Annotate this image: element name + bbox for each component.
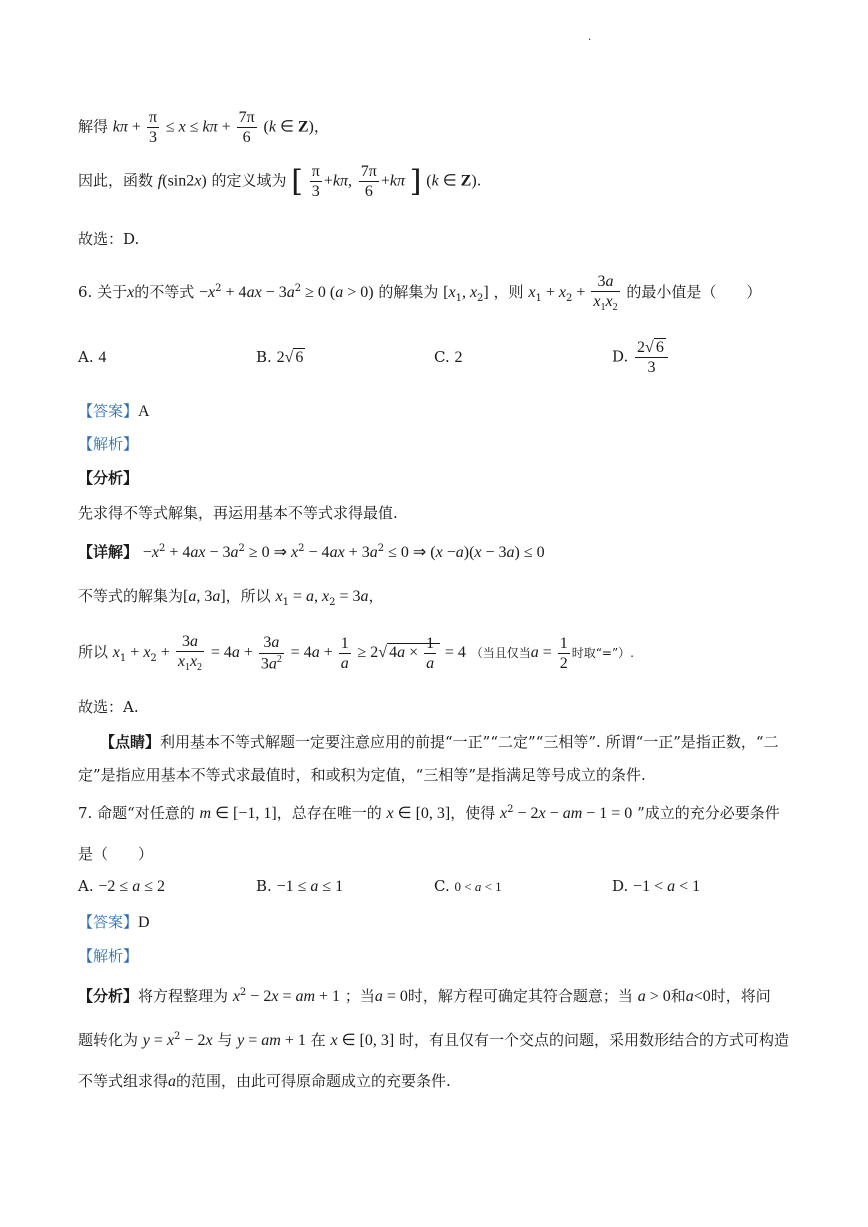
q7-stem-1: 7. 命题“对任意的 m ∈ [−1, 1]，总存在唯一的 x ∈ [0, 3]，使得 $x^2 - 2x$ − am − 1 = 0 ”成立的充分必要条件	[78, 804, 780, 822]
q6-dianjing-1: 【点睛】利用基本不等式解题一定要注意应用的前提“一正”“二定”“三相等”. 所谓“一正”是指正数，“二	[100, 733, 779, 751]
q6-answer: 【答案】A	[78, 402, 150, 420]
q6-option-d[interactable]: D. $\frac{2√ 6}{3}$	[612, 338, 670, 377]
q6-option-c[interactable]: C. 2	[434, 348, 463, 366]
q6-solution-set: 不等式的解集为[a, 3a]，所以 $x_1 = a$, $x_2 = 3a$，	[78, 587, 384, 608]
q6-detail-line: 【详解】 $-x^2 + 4ax - 3a^2 \ge 0$ ⇒ $x^2 - 4ax + 3a^2 \le 0$ ⇒ (x −a)(x − 3a) ≤ 0	[78, 543, 545, 561]
q6-analysis-tag: 【解析】	[78, 435, 139, 453]
q6-stem: 6. 关于x的不等式 $-x^2 + 4ax - 3a^2 \ge 0$ (a > 0) 的解集为 [$x_1$, $x_2$] ，则 $x_1 + x_2$ + $\frac{3a}{x_1x_2}$ 的最小值是（ ）	[78, 273, 762, 314]
q7-analysis-tag: 【解析】	[78, 947, 139, 965]
q7-option-b[interactable]: B. −1 ≤ a ≤ 1	[256, 877, 344, 895]
prev-line-1: 解得 kπ + $\frac{\pi}{3}$ ≤ x ≤ kπ + $\frac{7\pi}{6}$ (k ∈ Z)，	[78, 109, 329, 147]
q7-fenxi-3: 不等式组求得a的范围，由此可得原命题成立的充要条件.	[78, 1072, 451, 1090]
q6-inequality-chain: 所以 $x_1 + x_2$ + $\frac{3a}{x_1x_2}$ = 4a + $\frac{3a}{3a^2}$ = 4a + $\frac{1}{a}$ ≥ 2√ 4a × $\frac{1}{a}$ = 4 （当且仅当a = $\frac{1}{2}$ 时取“=”）.	[78, 633, 634, 674]
top-mark: .	[588, 32, 592, 43]
q7-answer: 【答案】D	[78, 913, 150, 931]
prev-conclusion: 故选：D.	[78, 230, 140, 248]
q7-option-c[interactable]: C. 0 < a < 1	[434, 877, 502, 895]
q7-fenxi-1: 【分析】将方程整理为 $x^2 - 2x$ = am + 1 ；当a = 0时，解方程可确定其符合题意；当 a > 0和a<0时，将问	[78, 987, 771, 1005]
q7-stem-2: 是（ ）	[78, 845, 154, 863]
q6-dianjing-2: 定”是指应用基本不等式求最值时，和或积为定值，“三相等”是指满足等号成立的条件.	[78, 766, 646, 784]
q6-option-b[interactable]: B. 2√ 6	[256, 348, 304, 366]
prev-line-2: 因此，函数 f(sin2x) 的定义域为 [ $\frac{\pi}{3}$ +kπ, $\frac{7\pi}{6}$ +kπ ] (k ∈ Z).	[78, 163, 482, 201]
q6-fenxi-text: 先求得不等式解集，再运用基本不等式求得最值.	[78, 504, 398, 522]
q7-option-a[interactable]: A. −2 ≤ a ≤ 2	[78, 877, 165, 895]
q6-fenxi-tag: 【分析】	[78, 469, 139, 487]
q7-fenxi-2: 题转化为 $y = x^2 - 2x$ 与 y = am + 1 在 x ∈ [0, 3] 时，有且仅有一个交点的问题，采用数形结合的方式可构造	[78, 1031, 789, 1049]
q6-option-a[interactable]: A. 4	[78, 348, 107, 366]
q7-option-d[interactable]: D. −1 < a < 1	[612, 877, 701, 895]
q6-conclusion: 故选：A.	[78, 698, 139, 716]
